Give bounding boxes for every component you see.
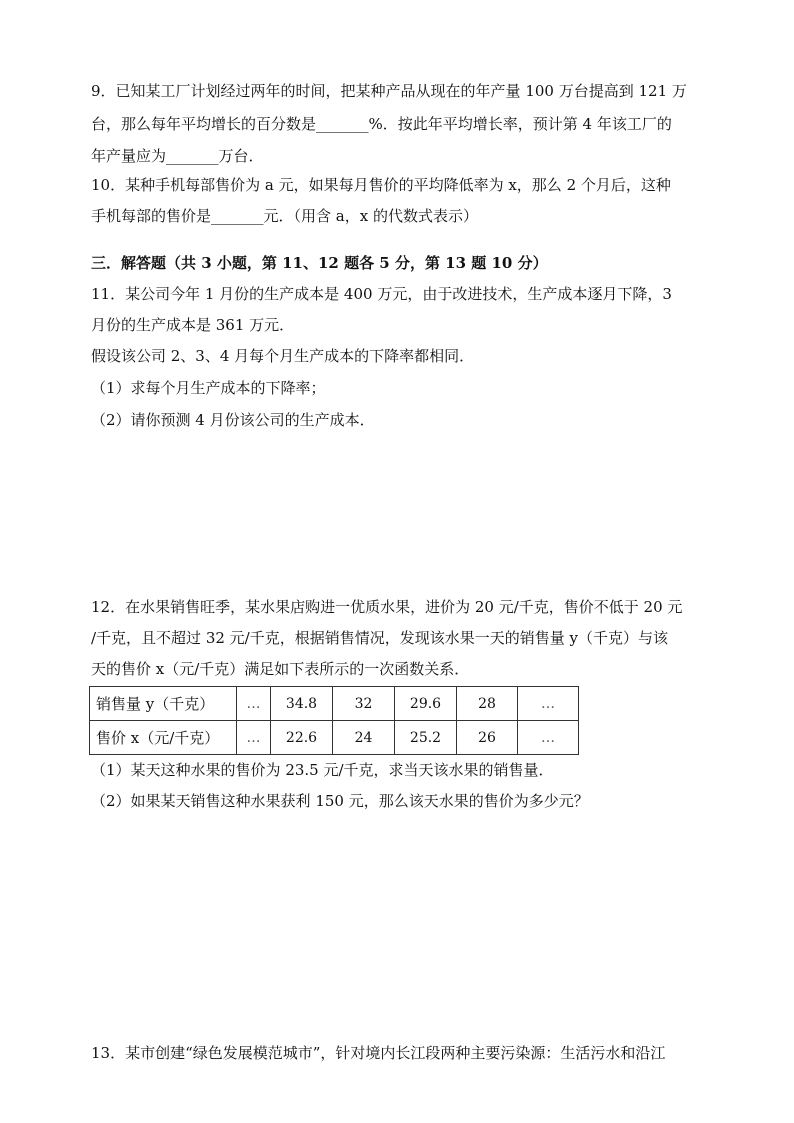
q11-part-1: （1）求每个月生产成本的下降率； [91,379,326,397]
sales-price-table [89,686,579,755]
table-cell: 32 [333,687,395,721]
row-header-price: 售价 x（元/千克） [90,721,237,755]
table-cell: 26 [457,721,518,755]
table-row [90,721,579,755]
table-cell: 24 [333,721,395,755]
table-cell: … [518,721,579,755]
q10-line-1: 10．某种手机每部售价为 a 元，如果每月售价的平均降低率为 x，那么 2 个月后，这种 [91,176,671,194]
q13-line-1: 13．某市创建“绿色发展模范城市”，针对境内长江段两种主要污染源：生活污水和沿江 [91,1044,666,1062]
q12-part-1: （1）某天这种水果的售价为 23.5 元/千克，求当天该水果的销售量． [91,761,554,779]
table-cell: … [237,721,271,755]
table-cell: 28 [457,687,518,721]
row-header-sales: 销售量 y（千克） [90,687,237,721]
q10-line-2: 手机每部的售价是_______元．（用含 a，x 的代数式表示） [91,207,478,225]
table-cell: 29.6 [395,687,457,721]
table-cell: 34.8 [271,687,333,721]
q11-line-3: 假设该公司 2、3、4 月每个月生产成本的下降率都相同． [91,347,475,365]
table-cell: 25.2 [395,721,457,755]
q11-part-2: （2）请你预测 4 月份该公司的生产成本． [91,411,375,429]
table-cell: … [237,687,271,721]
q11-line-1: 11．某公司今年 1 月份的生产成本是 400 万元，由于改进技术，生产成本逐月下降，3 [91,285,672,303]
q12-line-3: 天的售价 x（元/千克）满足如下表所示的一次函数关系． [91,660,470,678]
q12-part-2: （2）如果某天销售这种水果获利 150 元，那么该天水果的售价为多少元？ [91,792,589,810]
q9-line-3: 年产量应为_______万台． [91,147,264,165]
table-row [90,687,579,721]
table-cell: … [518,687,579,721]
q9-line-1: 9．已知某工厂计划经过两年的时间，把某种产品从现在的年产量 100 万台提高到 121 万 [91,82,687,100]
table-cell: 22.6 [271,721,333,755]
q12-line-2: /千克，且不超过 32 元/千克，根据销售情况，发现该水果一天的销售量 y（千克）与该 [91,629,668,647]
q11-line-2: 月份的生产成本是 361 万元． [91,316,295,334]
q12-line-1: 12．在水果销售旺季，某水果店购进一优质水果，进价为 20 元/千克，售价不低于 20 元 [91,598,683,616]
section-heading: 三．解答题（共 3 小题，第 11、12 题各 5 分，第 13 题 10 分） [91,254,548,272]
q9-line-2: 台，那么每年平均增长的百分数是_______%．按此年平均增长率，预计第 4 年该工厂的 [91,115,672,133]
